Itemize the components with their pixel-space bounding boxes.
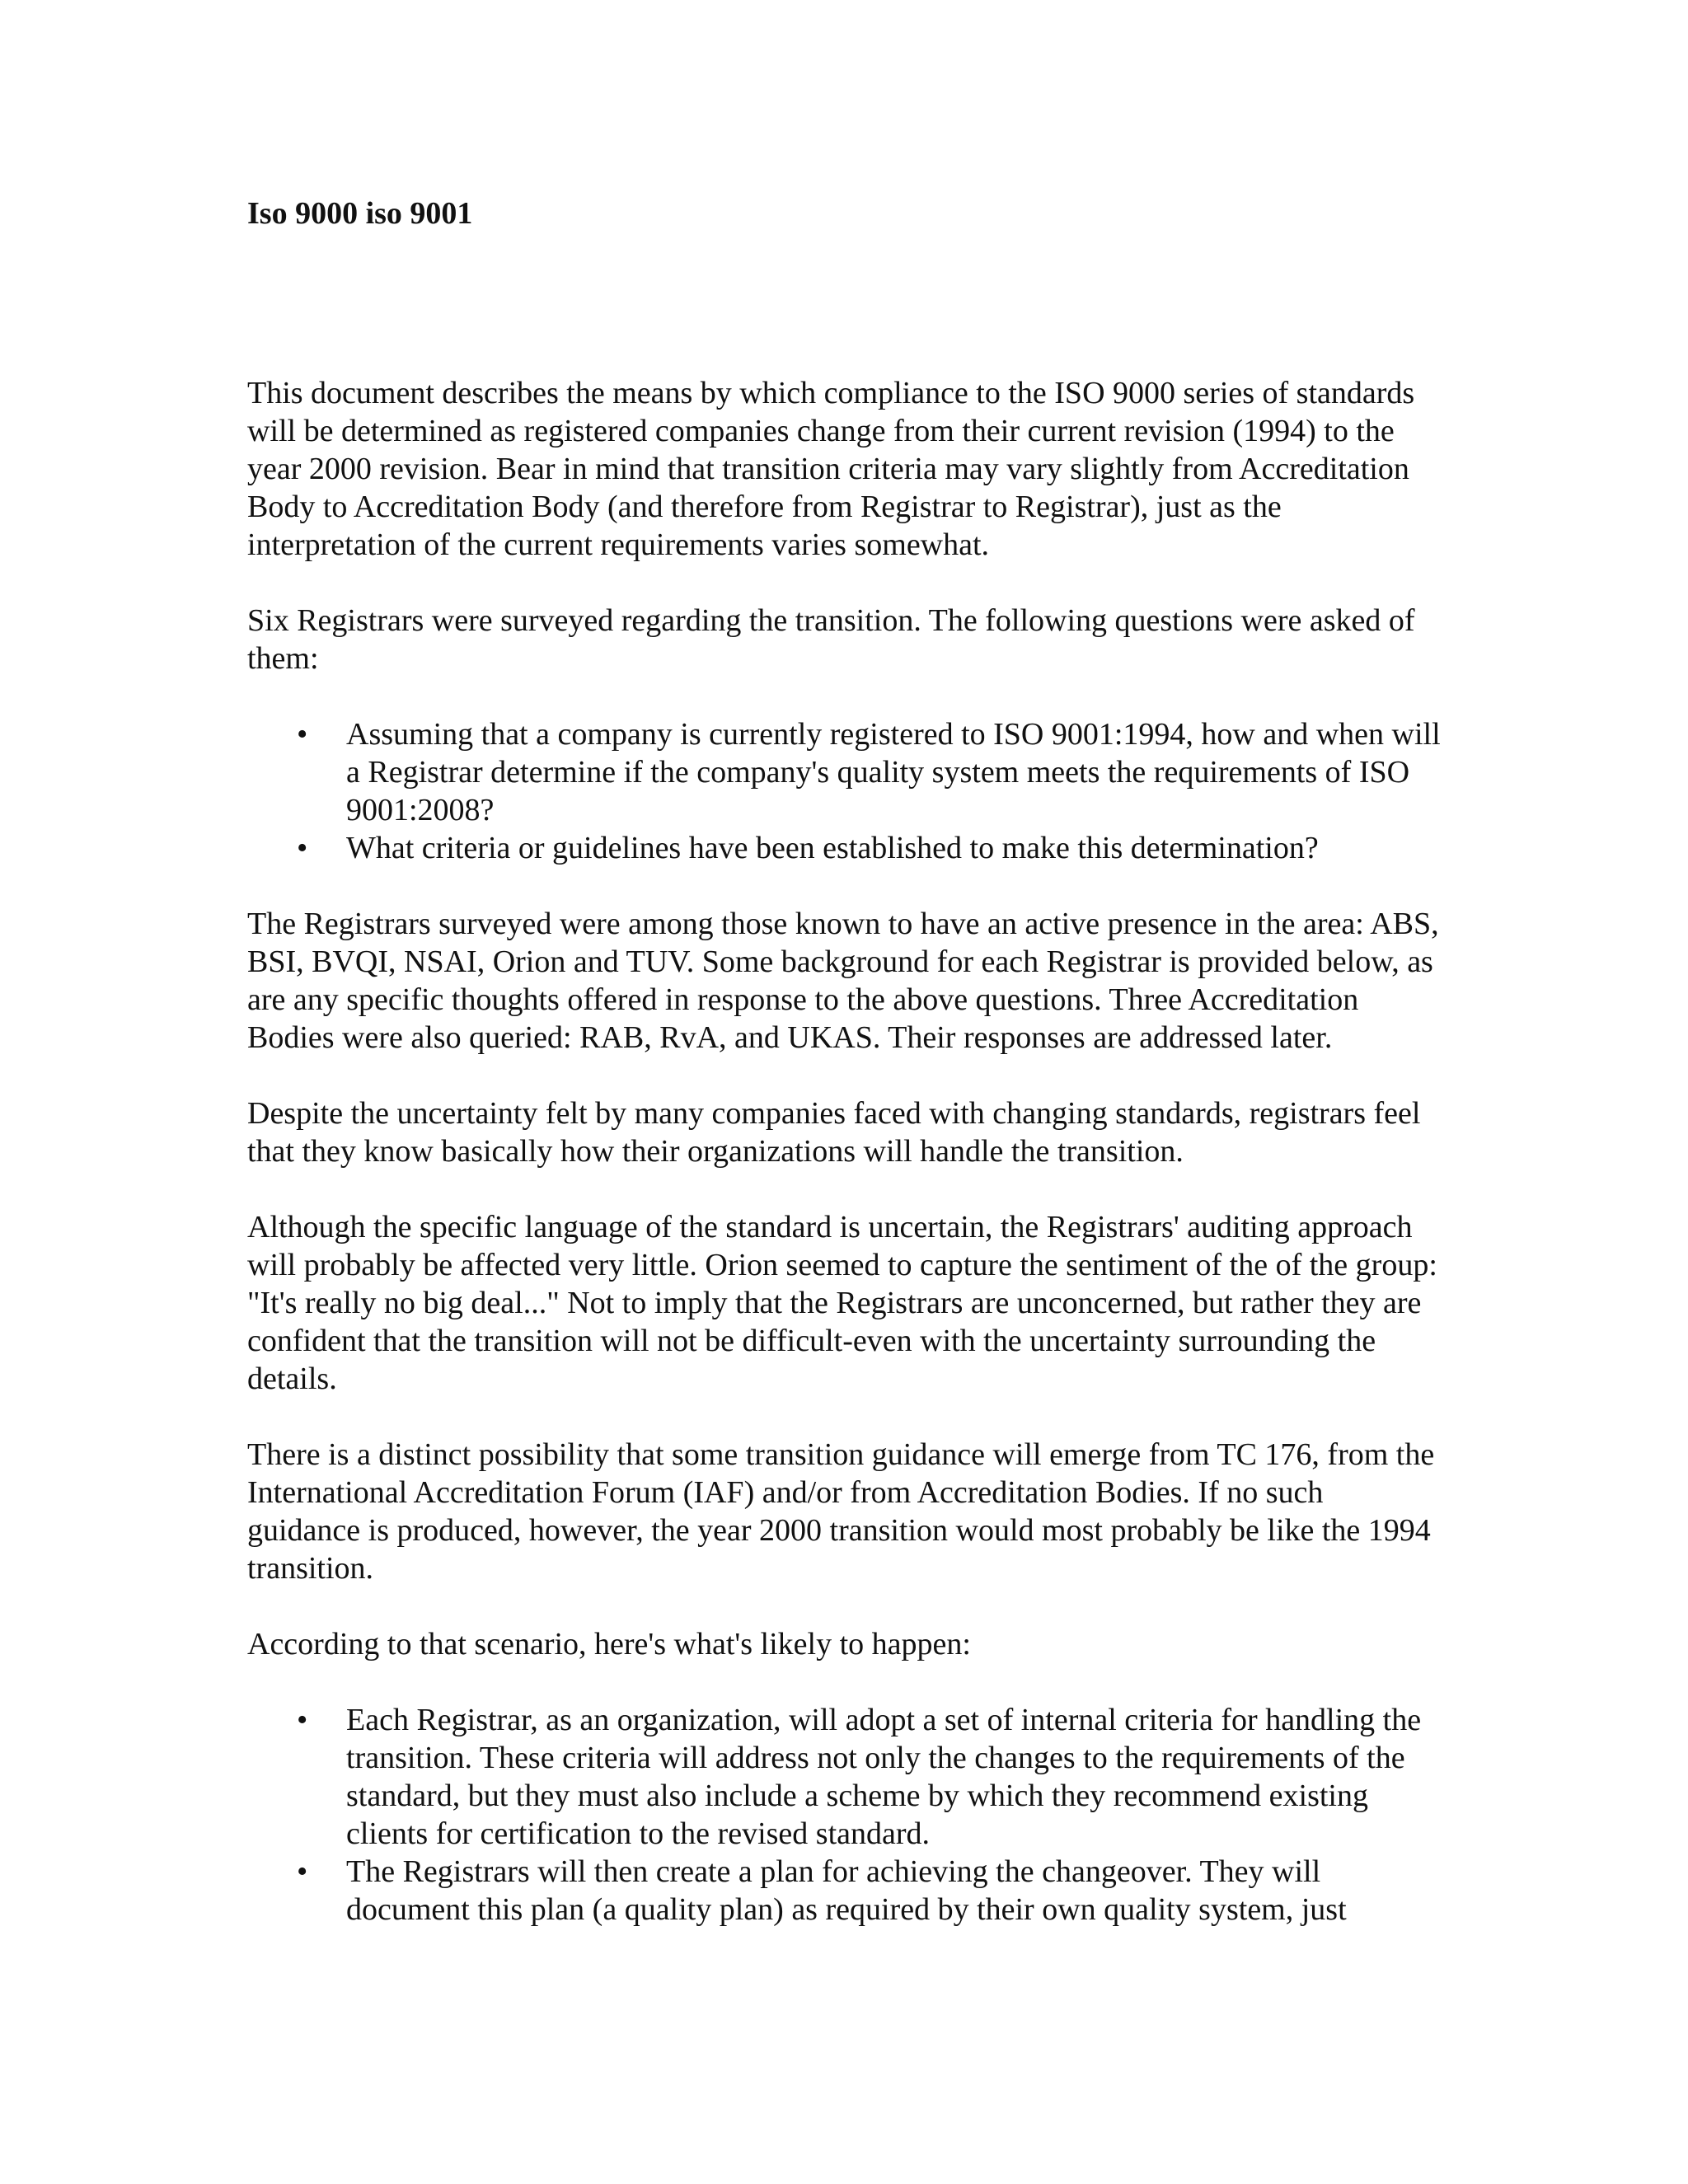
scenario-list [247, 1701, 1442, 1929]
list-item [247, 1701, 1442, 1853]
list-item [247, 1853, 1442, 1929]
paragraph-uncertainty: Despite the uncertainty felt by many companies faced with changing standards, registrars feel that they know basically how their organizations will handle the transition. [247, 1096, 1421, 1169]
bullet-icon: • [297, 831, 308, 865]
paragraph-auditing-approach: Although the specific language of the standard is uncertain, the Registrars' auditing approach will probably be affected very little. Orion seemed to capture the sentiment of the of the group: "It's really no big deal..." Not to imply that the Registrars are unconcerned, but rather they are confident that the transition will not be difficult-even with the uncertainty surrounding the details. [247, 1210, 1437, 1396]
list-item [247, 829, 1442, 867]
list-item-text: What criteria or guidelines have been established to make this determination? [346, 831, 1319, 865]
bullet-icon: • [297, 1703, 308, 1737]
paragraph-scenario-intro: According to that scenario, here's what's likely to happen: [247, 1627, 971, 1661]
list-item-text: The Registrars will then create a plan for achieving the changeover. They will document this plan (a quality plan) as required by their own quality system, just [346, 1854, 1347, 1927]
paragraph-intro: This document describes the means by which compliance to the ISO 9000 series of standards will be determined as registered companies change from their current revision (1994) to the year 2000 revision. Bear in mind that transition criteria may vary slightly from Accreditation Body to Accreditation Body (and therefore from Registrar to Registrar), just as the interpretation of the current requirements varies somewhat. [247, 376, 1415, 562]
list-item-text: Each Registrar, as an organization, will adopt a set of internal criteria for handling the transition. These criteria will address not only the changes to the requirements of the standard, but they must also include a scheme by which they recommend existing clients for certification to the revised standard. [346, 1703, 1422, 1851]
document-page [247, 194, 1442, 1966]
bullet-icon: • [297, 1854, 308, 1889]
paragraph-guidance: There is a distinct possibility that some transition guidance will emerge from TC 176, from the International Accreditation Forum (IAF) and/or from Accreditation Bodies. If no such guidance is produced, however, the year 2000 transition would most probably be like the 1994 transition. [247, 1437, 1435, 1586]
questions-list [247, 715, 1442, 867]
paragraph-survey: Six Registrars were surveyed regarding the transition. The following questions were asked of them: [247, 603, 1415, 676]
bullet-icon: • [297, 717, 308, 752]
list-item-text: Assuming that a company is currently registered to ISO 9001:1994, how and when will a Registrar determine if the company's quality system meets the requirements of ISO 9001:2008? [346, 717, 1441, 827]
document-title: Iso 9000 iso 9001 [247, 196, 473, 231]
list-item [247, 715, 1442, 829]
paragraph-registrars: The Registrars surveyed were among those known to have an active presence in the area: ABS, BSI, BVQI, NSAI, Orion and TUV. Some background for each Registrar is provided below, as are any specific thoughts offered in response to the above questions. Three Accreditation Bodies were also queried: RAB, RvA, and UKAS. Their responses are addressed later. [247, 907, 1439, 1055]
